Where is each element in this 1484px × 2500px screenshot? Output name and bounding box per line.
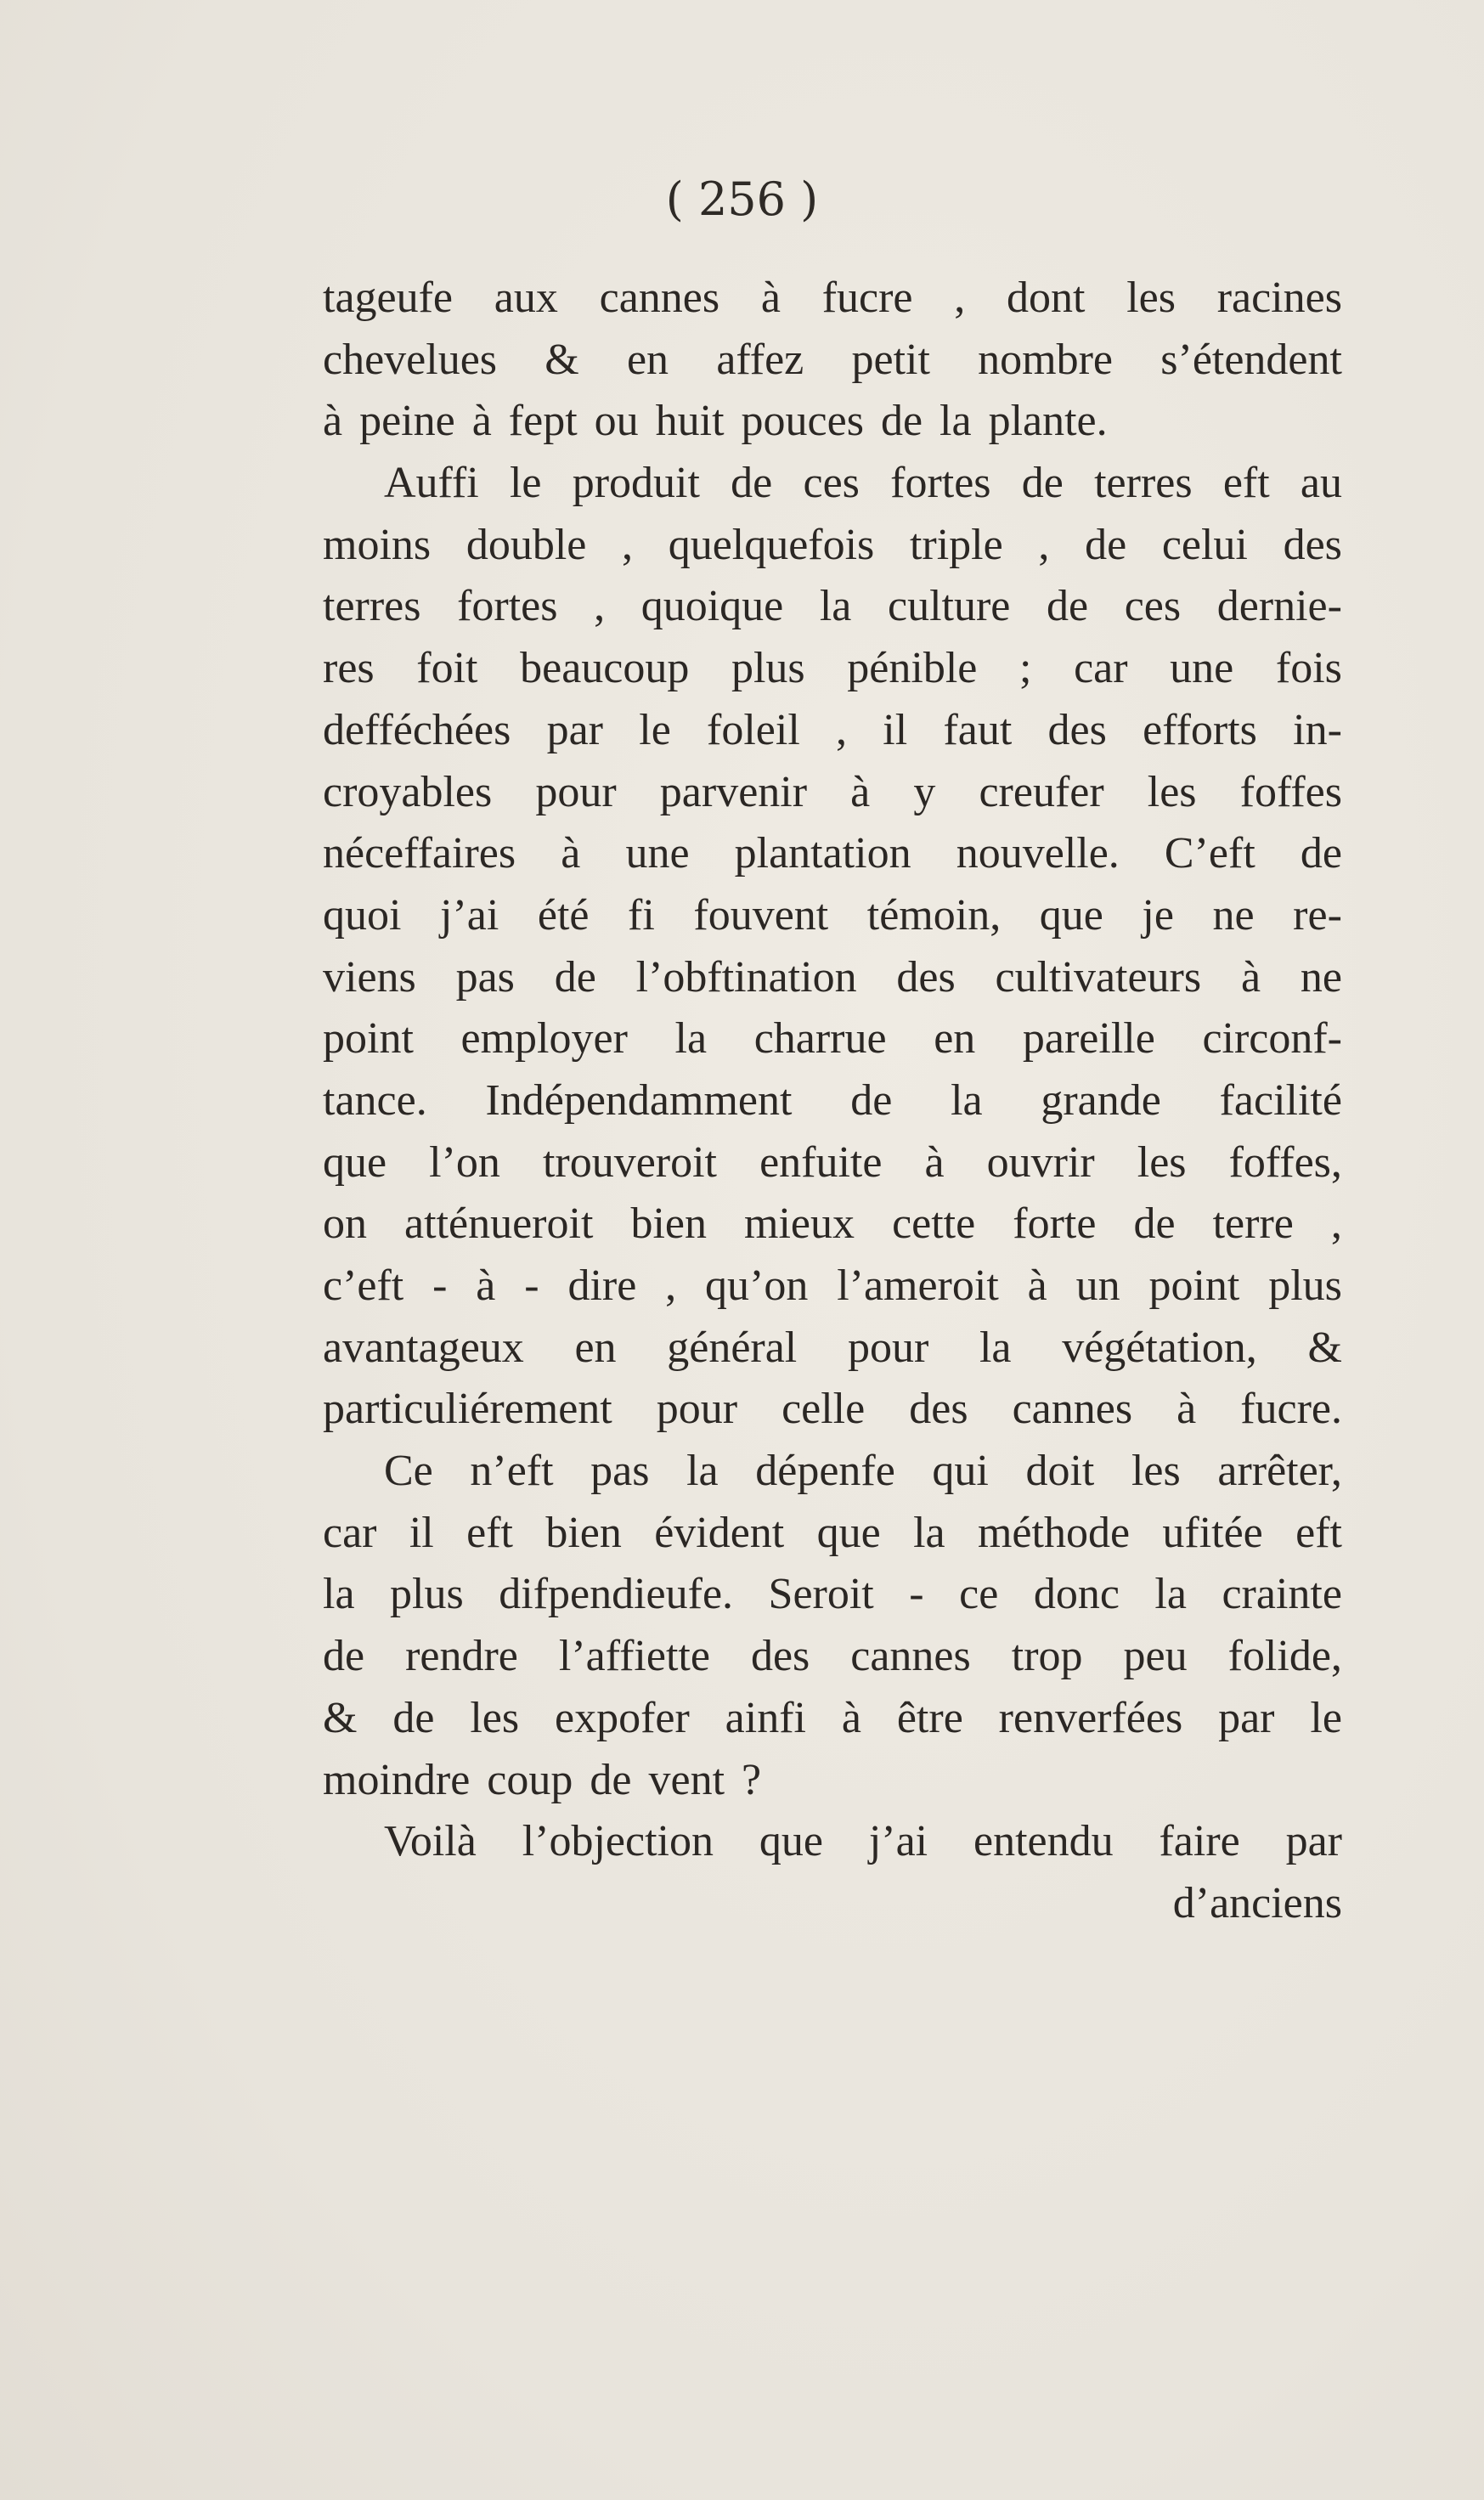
word: que <box>759 1817 823 1866</box>
word: que <box>1039 890 1103 940</box>
word: je <box>1142 890 1174 940</box>
word: res <box>323 644 375 693</box>
word: cannes <box>850 1632 971 1681</box>
word: & <box>323 1693 358 1742</box>
word: celui <box>1161 520 1248 569</box>
word: un <box>1075 1261 1120 1310</box>
word: - <box>524 1261 539 1310</box>
word: l’ameroit <box>837 1261 999 1310</box>
word: fi <box>628 890 655 940</box>
word: que <box>323 1137 387 1187</box>
word: nombre <box>978 335 1114 384</box>
word: arrêter, <box>1217 1447 1342 1496</box>
word: foit <box>416 644 478 693</box>
text-line <box>323 515 1342 577</box>
text-line <box>323 947 1342 1009</box>
word: moins <box>323 520 432 569</box>
word: les <box>1147 767 1197 816</box>
word: eft <box>1295 1508 1342 1557</box>
word: doit <box>1025 1447 1095 1496</box>
word: il <box>883 705 908 754</box>
text-line <box>323 1194 1342 1256</box>
word: plus <box>1268 1261 1342 1310</box>
word: trop <box>1011 1632 1083 1681</box>
word: ; <box>1018 644 1032 693</box>
word: de <box>1046 582 1089 631</box>
word: été <box>537 890 590 940</box>
word: circonf- <box>1202 1014 1342 1064</box>
word: plantation <box>734 829 911 878</box>
word: par <box>546 705 603 754</box>
text-line <box>323 330 1342 392</box>
text-line <box>323 823 1342 885</box>
word: car <box>323 1508 377 1557</box>
word: végétation, <box>1062 1323 1257 1372</box>
word: point <box>1148 1261 1240 1310</box>
word: peine <box>359 397 455 446</box>
word: trouveroit <box>542 1137 718 1187</box>
word: ne <box>1300 952 1342 1002</box>
word: les <box>1126 274 1176 322</box>
word: l’obftination <box>635 952 857 1002</box>
text-line <box>323 1379 1342 1441</box>
word: la <box>819 582 852 631</box>
word: plante. <box>988 397 1108 446</box>
word: eft <box>466 1508 513 1557</box>
word: bien <box>630 1199 707 1249</box>
word: re- <box>1293 890 1342 940</box>
word: de <box>392 1693 435 1742</box>
word: car <box>1074 644 1128 693</box>
word: des <box>896 952 956 1002</box>
word: cette <box>892 1199 976 1249</box>
text-line <box>323 1750 1342 1812</box>
word: ces <box>803 459 860 508</box>
text-line <box>323 1811 1342 1873</box>
word: de <box>880 397 923 446</box>
word: être <box>896 1693 963 1742</box>
word: pour <box>847 1323 929 1372</box>
word: à <box>924 1137 945 1187</box>
word: dire <box>567 1261 637 1310</box>
word: pénible <box>847 644 978 693</box>
word: s’étendent <box>1160 335 1342 384</box>
word: général <box>667 1323 798 1372</box>
word: une <box>1170 644 1234 693</box>
text-line <box>323 1318 1342 1380</box>
word: à <box>841 1693 861 1742</box>
word: à <box>760 274 781 322</box>
word: coup <box>487 1755 573 1804</box>
word: pareille <box>1022 1014 1155 1064</box>
word: difpendieufe. <box>499 1570 734 1619</box>
word: crainte <box>1222 1570 1342 1619</box>
word: à <box>471 397 492 446</box>
word: qu’on <box>705 1261 809 1310</box>
word: des <box>909 1385 968 1434</box>
word: des <box>1047 705 1107 754</box>
word: ou <box>594 397 639 446</box>
word: fucre. <box>1240 1385 1342 1434</box>
word: de <box>1085 520 1127 569</box>
word: , <box>594 582 606 631</box>
word: double <box>466 520 587 569</box>
word: racines <box>1216 274 1342 322</box>
word: , <box>1038 520 1050 569</box>
word: la <box>951 1075 983 1125</box>
word: , <box>622 520 634 569</box>
word: cannes <box>1012 1385 1133 1434</box>
text-line <box>323 700 1342 762</box>
word: quoi <box>323 890 402 940</box>
word: fouvent <box>693 890 829 940</box>
word: de <box>850 1075 893 1125</box>
word: defféchées <box>323 705 511 754</box>
word: le <box>1310 1693 1342 1742</box>
word: de <box>323 1632 365 1681</box>
text-line <box>323 762 1342 824</box>
word: j’ai <box>868 1817 928 1866</box>
word: efforts <box>1143 705 1257 754</box>
text-line <box>323 391 1342 453</box>
word: forte <box>1013 1199 1097 1249</box>
word: affez <box>716 335 804 384</box>
page-number-header: ( 256 ) <box>665 172 819 226</box>
word: & <box>545 335 579 384</box>
word: viens <box>323 952 416 1002</box>
word: dernie- <box>1216 582 1342 631</box>
word: de <box>1300 829 1342 878</box>
word: l’objection <box>522 1817 714 1866</box>
word: faire <box>1159 1817 1240 1866</box>
word: à <box>561 829 581 878</box>
word: creufer <box>979 767 1104 816</box>
word: employer <box>460 1014 628 1064</box>
word: plus <box>731 644 805 693</box>
word: des <box>1283 520 1342 569</box>
word: atténueroit <box>404 1199 594 1249</box>
word: point <box>323 1014 414 1064</box>
word: renverfées <box>998 1693 1183 1742</box>
word: eft <box>1222 459 1270 508</box>
word: à <box>323 397 343 446</box>
word: évident <box>654 1508 785 1557</box>
word: foffes, <box>1228 1137 1342 1187</box>
word: bien <box>545 1508 622 1557</box>
word: les <box>1137 1137 1187 1187</box>
word: quelquefois <box>668 520 875 569</box>
text-line <box>323 576 1342 638</box>
word: en <box>574 1323 617 1372</box>
word: la <box>1154 1570 1187 1619</box>
word: nouvelle. <box>956 829 1120 878</box>
word: pour <box>535 767 617 816</box>
word: mieux <box>744 1199 855 1249</box>
word: & <box>1307 1323 1342 1372</box>
word: j’ai <box>440 890 499 940</box>
word: le <box>639 705 671 754</box>
word: d’anciens <box>1172 1878 1342 1927</box>
word: méthode <box>977 1508 1131 1557</box>
word: une <box>625 829 690 878</box>
word: quoique <box>640 582 784 631</box>
word: Voilà <box>384 1817 477 1866</box>
word: la <box>686 1447 719 1496</box>
word: chevelues <box>323 335 498 384</box>
text-line <box>323 1626 1342 1688</box>
word: y <box>913 767 936 816</box>
word: cannes <box>599 274 720 322</box>
word: petit <box>851 335 930 384</box>
word: la <box>979 1323 1012 1372</box>
word: charrue <box>753 1014 887 1064</box>
word: en <box>934 1014 976 1064</box>
word: triple <box>909 520 1003 569</box>
word: de <box>590 1755 632 1804</box>
word: - <box>432 1261 448 1310</box>
catchword <box>323 1873 1342 1935</box>
word: au <box>1300 459 1342 508</box>
word: on <box>323 1199 367 1249</box>
word: tageufe <box>323 274 454 322</box>
text-line <box>323 1008 1342 1070</box>
word: dont <box>1006 274 1086 322</box>
text-line <box>323 1503 1342 1565</box>
word: l’affiette <box>558 1632 710 1681</box>
word: à <box>850 767 871 816</box>
word: donc <box>1033 1570 1120 1619</box>
word: pas <box>455 952 515 1002</box>
word: grande <box>1041 1075 1161 1125</box>
word: celle <box>781 1385 866 1434</box>
word: terres <box>323 582 421 631</box>
word: pas <box>590 1447 650 1496</box>
word: , <box>1330 1199 1342 1249</box>
text-line <box>323 453 1342 515</box>
word: à <box>1027 1261 1047 1310</box>
word: à <box>1240 952 1261 1002</box>
word: fucre <box>821 274 913 322</box>
word: la <box>674 1014 708 1064</box>
word: c’eft <box>323 1261 404 1310</box>
word: pouces <box>741 397 864 446</box>
word: , <box>954 274 966 322</box>
word: de <box>731 459 773 508</box>
word: Indépendamment <box>485 1075 793 1125</box>
word: moindre <box>323 1755 471 1804</box>
body-text <box>323 268 1342 1935</box>
word: il <box>409 1508 434 1557</box>
word: faut <box>943 705 1013 754</box>
text-line <box>323 1564 1342 1626</box>
word: à <box>476 1261 496 1310</box>
word: le <box>509 459 542 508</box>
word: fortes <box>890 459 991 508</box>
word: les <box>1131 1447 1181 1496</box>
word: pour <box>656 1385 738 1434</box>
word: , <box>836 705 848 754</box>
word: foleil <box>707 705 800 754</box>
word: de <box>1021 459 1064 508</box>
word: cultivateurs <box>995 952 1202 1002</box>
word: en <box>626 335 669 384</box>
word: la <box>939 397 972 446</box>
word: - <box>909 1570 924 1619</box>
word: enfuite <box>759 1137 883 1187</box>
word: plus <box>390 1570 464 1619</box>
word: parvenir <box>659 767 808 816</box>
word: néceffaires <box>323 829 516 878</box>
word: rendre <box>405 1632 518 1681</box>
word: particuliérement <box>323 1385 612 1434</box>
word: des <box>750 1632 810 1681</box>
word: de <box>1133 1199 1176 1249</box>
word: Ce <box>384 1447 433 1496</box>
text-line <box>323 1688 1342 1750</box>
word: ufitée <box>1162 1508 1263 1557</box>
text-line <box>323 1256 1342 1318</box>
word: tance. <box>323 1075 427 1125</box>
text-line <box>323 1070 1342 1132</box>
word: aux <box>494 274 558 322</box>
word: que <box>816 1508 881 1557</box>
word: foffes <box>1239 767 1342 816</box>
word: fept <box>508 397 578 446</box>
word: ce <box>959 1570 999 1619</box>
word: Auffi <box>384 459 479 508</box>
word: terres <box>1094 459 1193 508</box>
word: fortes <box>457 582 558 631</box>
word: fois <box>1275 644 1342 693</box>
text-line <box>323 638 1342 700</box>
word: témoin, <box>866 890 1002 940</box>
text-line <box>323 1132 1342 1194</box>
word: croyables <box>323 767 493 816</box>
word: peu <box>1123 1632 1188 1681</box>
text-line <box>323 885 1342 947</box>
word: de <box>554 952 596 1002</box>
word: culture <box>888 582 1011 631</box>
word: à <box>1176 1385 1197 1434</box>
word: dépenfe <box>755 1447 895 1496</box>
word: produit <box>572 459 700 508</box>
text-line <box>323 268 1342 330</box>
word: beaucoup <box>520 644 690 693</box>
word: n’eft <box>470 1447 554 1496</box>
word: les <box>470 1693 520 1742</box>
word: la <box>913 1508 945 1557</box>
word: par <box>1285 1817 1342 1866</box>
word: in- <box>1293 705 1342 754</box>
word: C’eft <box>1164 829 1255 878</box>
word: l’on <box>429 1137 500 1187</box>
word: vent <box>648 1755 725 1804</box>
word: ainfi <box>725 1693 806 1742</box>
word: ouvrir <box>986 1137 1095 1187</box>
word: qui <box>932 1447 989 1496</box>
word: avantageux <box>323 1323 524 1372</box>
word: ? <box>742 1755 762 1804</box>
word: ne <box>1212 890 1255 940</box>
word: terre <box>1212 1199 1294 1249</box>
word: folide, <box>1227 1632 1342 1681</box>
text-line <box>323 1441 1342 1503</box>
word: facilité <box>1219 1075 1342 1125</box>
word: par <box>1218 1693 1275 1742</box>
word: , <box>665 1261 677 1310</box>
word: la <box>323 1570 355 1619</box>
word: Seroit <box>768 1570 874 1619</box>
word: huit <box>655 397 725 446</box>
word: expofer <box>554 1693 690 1742</box>
word: entendu <box>973 1817 1114 1866</box>
word: ces <box>1124 582 1182 631</box>
